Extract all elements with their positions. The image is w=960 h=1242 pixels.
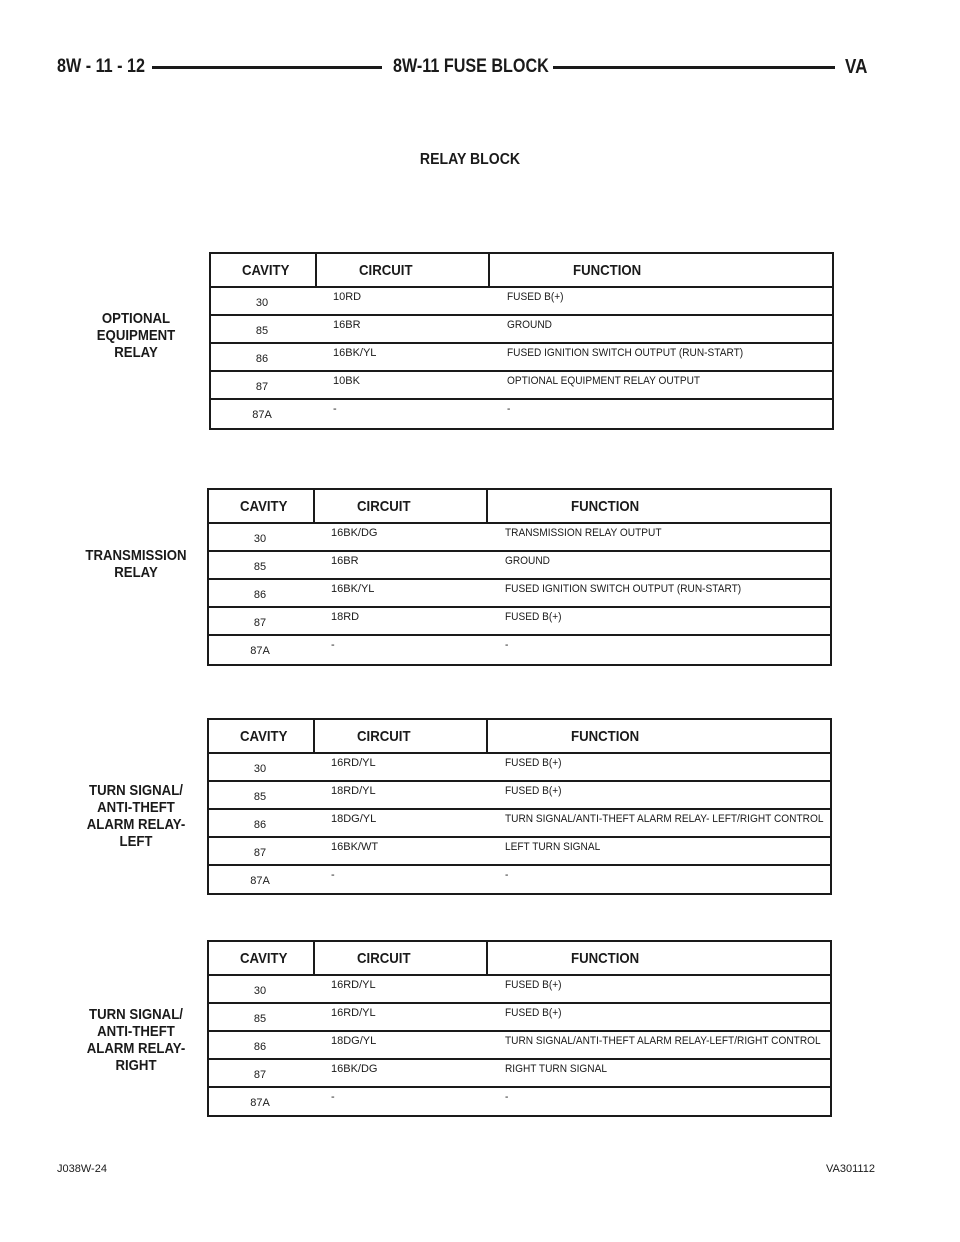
function-cell: GROUND	[507, 319, 552, 331]
circuit-cell: 10RD	[333, 291, 362, 303]
function-cell: TURN SIGNAL/ANTI-THEFT ALARM RELAY-LEFT/RIGHT CONTROL	[505, 1035, 821, 1047]
circuit-cell: 18DG/YL	[331, 813, 377, 825]
cavity-cell: 30	[255, 297, 269, 309]
header-divider	[315, 254, 317, 288]
cavity-cell: 85	[253, 791, 267, 803]
function-cell: GROUND	[505, 555, 550, 567]
table-row	[209, 1032, 830, 1060]
cavity-cell: 87	[253, 847, 267, 859]
relay-label: OPTIONAL EQUIPMENT RELAY	[96, 310, 176, 361]
cavity-cell: 30	[253, 763, 267, 775]
relay-label: TRANSMISSION RELAY	[85, 547, 187, 581]
function-cell: -	[505, 1091, 509, 1103]
circuit-cell: 16BK/YL	[331, 583, 375, 595]
relay-table	[207, 718, 832, 895]
relay-table	[207, 940, 832, 1117]
circuit-cell: 18RD	[331, 611, 360, 623]
header-divider	[486, 942, 488, 976]
circuit-cell: 16BK/WT	[331, 841, 379, 853]
table-row	[209, 810, 830, 838]
table-row	[209, 754, 830, 782]
function-cell: -	[507, 403, 511, 415]
table-row	[209, 1088, 830, 1116]
cavity-cell: 85	[253, 561, 267, 573]
header-divider	[313, 490, 315, 524]
circuit-cell: 16BR	[333, 319, 361, 331]
function-cell: -	[505, 869, 509, 881]
column-header-cavity: CAVITY	[240, 950, 288, 967]
table-row	[211, 288, 832, 316]
table-row	[211, 372, 832, 400]
function-cell: FUSED IGNITION SWITCH OUTPUT (RUN-START)	[507, 347, 744, 359]
column-header-cavity: CAVITY	[242, 262, 290, 279]
function-cell: FUSED B(+)	[507, 291, 564, 303]
circuit-cell: -	[331, 869, 335, 881]
cavity-cell: 87A	[250, 645, 270, 657]
cavity-cell: 30	[253, 985, 267, 997]
relay-table	[207, 488, 832, 666]
circuit-cell: 16RD/YL	[331, 979, 376, 991]
circuit-cell: 16BK/DG	[331, 527, 378, 539]
table-row	[209, 524, 830, 552]
column-header-function: FUNCTION	[571, 950, 640, 967]
cavity-cell: 87	[253, 617, 267, 629]
circuit-cell: -	[331, 639, 335, 651]
column-header-cavity: CAVITY	[240, 498, 288, 515]
table-row	[209, 838, 830, 866]
header-divider	[313, 942, 315, 976]
cavity-cell: 85	[253, 1013, 267, 1025]
table-row	[209, 1004, 830, 1032]
header-rule-left	[152, 66, 382, 69]
cavity-cell: 85	[255, 325, 269, 337]
cavity-cell: 86	[253, 819, 267, 831]
table-row	[209, 608, 830, 636]
page-number: 8W - 11 - 12	[57, 56, 145, 77]
circuit-cell: 16BK/YL	[333, 347, 377, 359]
cavity-cell: 87A	[250, 1097, 270, 1109]
cavity-cell: 86	[253, 589, 267, 601]
cavity-cell: 86	[253, 1041, 267, 1053]
column-header-circuit: CIRCUIT	[359, 262, 413, 279]
column-header-function: FUNCTION	[573, 262, 642, 279]
function-cell: FUSED B(+)	[505, 1007, 562, 1019]
cavity-cell: 87A	[250, 875, 270, 887]
circuit-cell: 18DG/YL	[331, 1035, 377, 1047]
table-row	[211, 344, 832, 372]
column-header-circuit: CIRCUIT	[357, 498, 411, 515]
header-divider	[486, 490, 488, 524]
circuit-cell: 16RD/YL	[331, 1007, 376, 1019]
column-header-circuit: CIRCUIT	[357, 950, 411, 967]
cavity-cell: 86	[255, 353, 269, 365]
function-cell: LEFT TURN SIGNAL	[505, 841, 601, 853]
function-cell: FUSED B(+)	[505, 785, 562, 797]
section-title: 8W-11 FUSE BLOCK	[393, 56, 549, 77]
circuit-cell: 16RD/YL	[331, 757, 376, 769]
footer-right-code: VA301112	[826, 1163, 875, 1175]
model-code: VA	[845, 56, 868, 78]
header-divider	[486, 720, 488, 754]
function-cell: FUSED B(+)	[505, 757, 562, 769]
header-rule-right	[553, 66, 835, 69]
function-cell: FUSED B(+)	[505, 611, 562, 623]
function-cell: TRANSMISSION RELAY OUTPUT	[505, 527, 662, 539]
table-row	[209, 782, 830, 810]
table-row	[209, 1060, 830, 1088]
column-header-cavity: CAVITY	[240, 728, 288, 745]
relay-label: TURN SIGNAL/ ANTI-THEFT ALARM RELAY- RIGHT	[86, 1006, 186, 1074]
table-row	[209, 866, 830, 894]
circuit-cell: 16BK/DG	[331, 1063, 378, 1075]
relay-table	[209, 252, 834, 430]
header-divider	[488, 254, 490, 288]
relay-label: TURN SIGNAL/ ANTI-THEFT ALARM RELAY- LEFT	[86, 782, 186, 850]
table-row	[211, 316, 832, 344]
circuit-cell: 10BK	[333, 375, 360, 387]
table-row	[209, 636, 830, 664]
cavity-cell: 87A	[252, 409, 272, 421]
column-header-function: FUNCTION	[571, 728, 640, 745]
column-header-circuit: CIRCUIT	[357, 728, 411, 745]
table-row	[211, 400, 832, 428]
page-title: RELAY BLOCK	[419, 151, 521, 168]
column-header-function: FUNCTION	[571, 498, 640, 515]
circuit-cell: 18RD/YL	[331, 785, 376, 797]
circuit-cell: -	[333, 403, 337, 415]
table-row	[209, 580, 830, 608]
footer-left-code: J038W-24	[57, 1163, 107, 1175]
cavity-cell: 87	[255, 381, 269, 393]
table-row	[209, 552, 830, 580]
function-cell: FUSED IGNITION SWITCH OUTPUT (RUN-START)	[505, 583, 742, 595]
function-cell: TURN SIGNAL/ANTI-THEFT ALARM RELAY- LEFT/RIGHT CONTROL	[505, 813, 824, 825]
header-divider	[313, 720, 315, 754]
cavity-cell: 87	[253, 1069, 267, 1081]
function-cell: RIGHT TURN SIGNAL	[505, 1063, 607, 1075]
cavity-cell: 30	[253, 533, 267, 545]
circuit-cell: -	[331, 1091, 335, 1103]
function-cell: -	[505, 639, 509, 651]
function-cell: OPTIONAL EQUIPMENT RELAY OUTPUT	[507, 375, 701, 387]
table-row	[209, 976, 830, 1004]
circuit-cell: 16BR	[331, 555, 359, 567]
function-cell: FUSED B(+)	[505, 979, 562, 991]
